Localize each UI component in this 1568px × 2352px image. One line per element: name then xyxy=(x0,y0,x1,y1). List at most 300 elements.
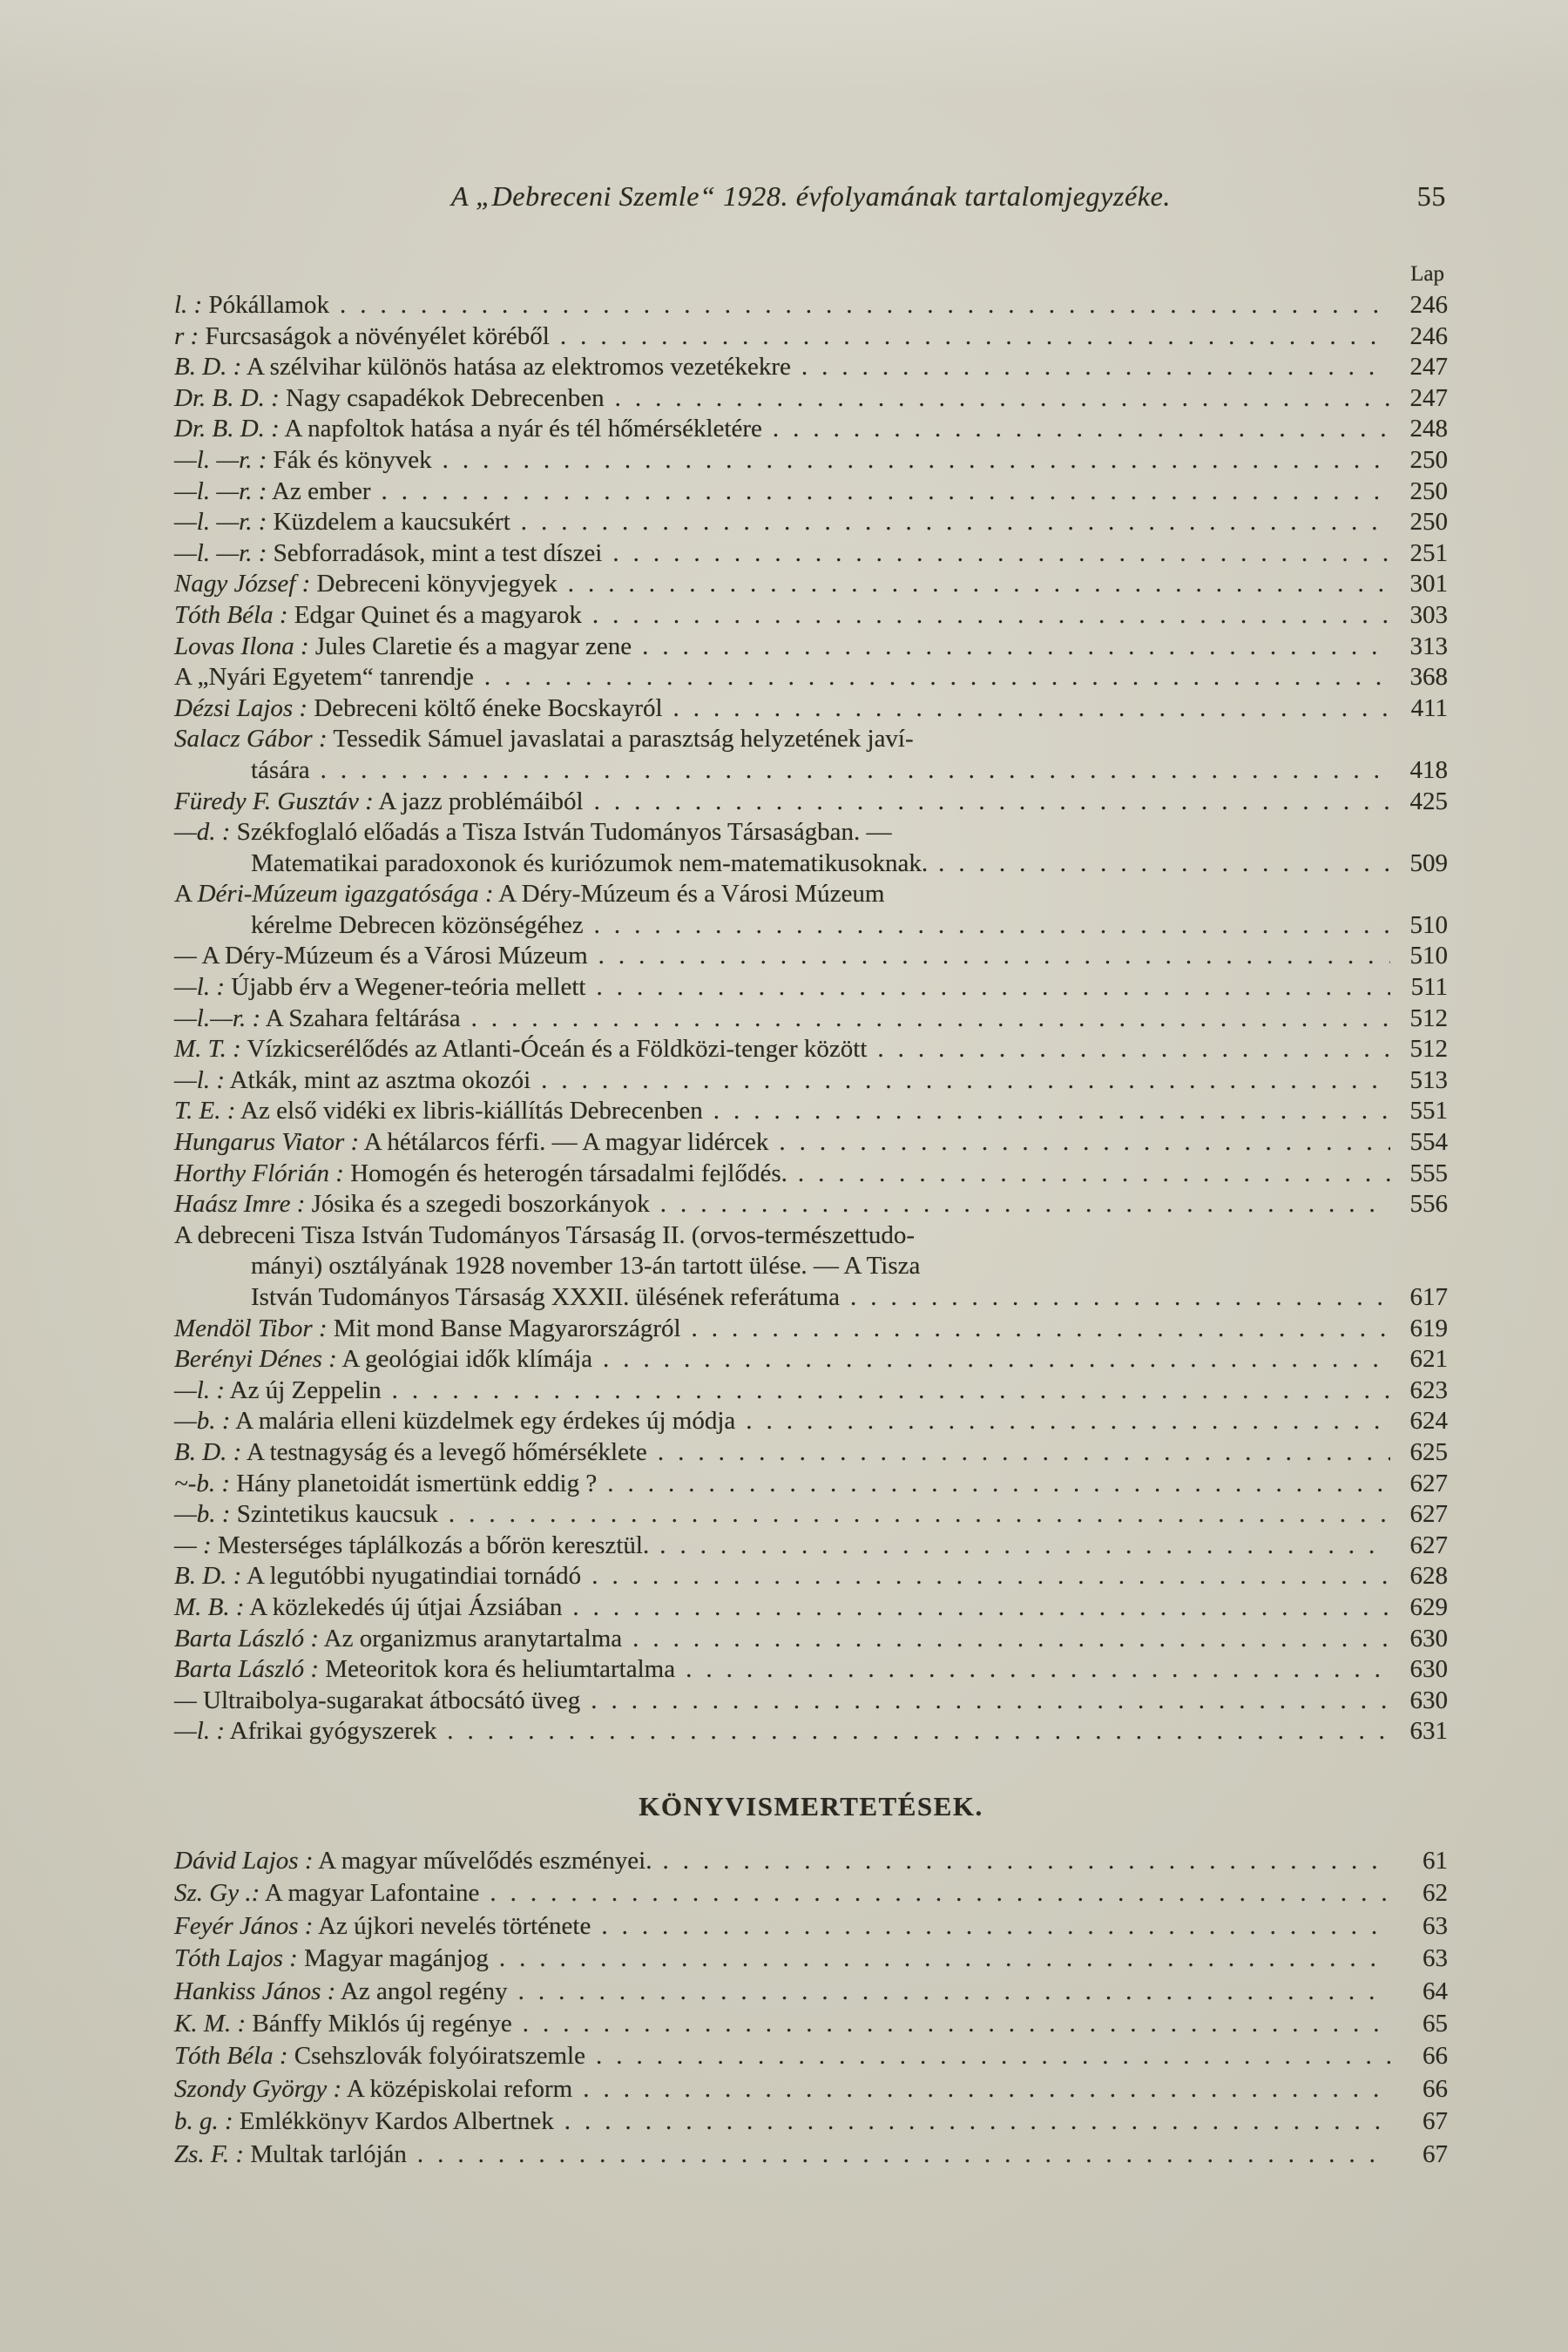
entry-author: Barta László : xyxy=(174,1624,319,1652)
entry-title: —b. : Szintetikus kaucsuk xyxy=(174,1500,438,1529)
toc-entry xyxy=(174,693,1448,725)
toc-entry xyxy=(174,600,1448,632)
entry-title: l. : Pókállamok xyxy=(174,291,330,319)
entry-page-number: 627 xyxy=(1409,1469,1448,1497)
entry-page-number: 619 xyxy=(1409,1314,1448,1342)
dot-leader xyxy=(340,290,1390,321)
entry-author: —l.—r. : xyxy=(174,1004,261,1032)
entry-page-number: 510 xyxy=(1409,942,1448,970)
entry-title: Berényi Dénes : A geológiai idők klímája xyxy=(174,1345,593,1374)
entry-page-number: 250 xyxy=(1409,476,1448,505)
entry-title: Tóth Béla : Csehszlovák folyóiratszemle xyxy=(174,2042,585,2071)
toc-entry-line xyxy=(174,414,1448,445)
dot-leader xyxy=(938,848,1390,880)
toc-entry-line xyxy=(174,1499,1448,1531)
entry-page-number: 624 xyxy=(1409,1407,1448,1436)
toc-entry-line xyxy=(174,600,1448,632)
entry-page-number: 251 xyxy=(1409,538,1448,567)
toc-entry xyxy=(174,1910,1448,1943)
entry-title: —l. —r. : Sebforradások, mint a test díszei xyxy=(174,538,603,567)
entry-author: —l. : xyxy=(174,1717,225,1746)
entry-page-number: 627 xyxy=(1409,1531,1448,1559)
toc-entry xyxy=(174,321,1448,353)
dot-leader xyxy=(447,1716,1390,1747)
dot-leader xyxy=(560,321,1390,353)
dot-leader xyxy=(449,1499,1390,1531)
entry-title: Hankiss János : Az angol regény xyxy=(174,1977,508,2005)
entry-title: Nagy József : Debreceni könyvjegyek xyxy=(174,570,558,598)
page-column-label: Lap xyxy=(1410,262,1444,286)
entry-title: —l. : Afrikai gyógyszerek xyxy=(174,1717,437,1746)
section-heading-book-reviews: KÖNYVISMERTETÉSEK. xyxy=(639,1790,983,1821)
toc-entry-line xyxy=(174,1375,1448,1407)
toc-entry-line xyxy=(174,2008,1448,2040)
toc-entry xyxy=(174,414,1448,445)
toc-entry-line xyxy=(174,383,1448,415)
toc-entry-line xyxy=(174,1406,1448,1437)
toc-entry-line xyxy=(174,817,1448,848)
toc-entry-line xyxy=(174,1282,1448,1314)
entry-title: B. D. : A szélvihar különös hatása az elektromos vezetékekre xyxy=(174,353,791,382)
entry-author: Dr. B. D. : xyxy=(174,383,280,412)
entry-author: Barta László : xyxy=(174,1655,319,1684)
dot-leader xyxy=(601,1910,1390,1943)
toc-entry-line xyxy=(174,321,1448,353)
entry-author: Dézsi Lajos : xyxy=(174,693,308,722)
toc-entry-line xyxy=(174,755,1448,787)
entry-page-number: 250 xyxy=(1409,508,1448,537)
dot-leader xyxy=(692,1314,1390,1345)
entry-page-number: 247 xyxy=(1409,353,1448,382)
entry-author: M. T. : xyxy=(174,1035,241,1064)
entry-title: —l. : Atkák, mint az asztma okozói xyxy=(174,1065,531,1094)
toc-entry xyxy=(174,1877,1448,1909)
dot-leader xyxy=(798,1159,1390,1190)
dot-leader xyxy=(484,662,1390,693)
toc-entry xyxy=(174,787,1448,818)
toc-entry-line xyxy=(174,445,1448,476)
entry-title: M. T. : Vízkicserélődés az Atlanti-Óceán és a Földközi-tenger között xyxy=(174,1035,868,1064)
entry-title: —l. —r. : Az ember xyxy=(174,476,371,505)
document-page xyxy=(174,179,1448,2171)
entry-title: — : Mesterséges táplálkozás a bőrön keresztül. xyxy=(174,1531,650,1559)
entry-author: Horthy Flórián : xyxy=(174,1159,344,1187)
toc-entry xyxy=(174,1654,1448,1686)
entry-title: Dr. B. D. : Nagy csapadékok Debrecenben xyxy=(174,383,605,412)
toc-entry xyxy=(174,2139,1448,2171)
entry-title: r : Furcsaságok a növényélet köréből xyxy=(174,321,550,350)
entry-title: Füredy F. Gusztáv : A jazz problémáiból xyxy=(174,787,584,815)
entry-author: Mendöl Tibor : xyxy=(174,1314,328,1342)
entry-title: kérelme Debrecen közönségéhez xyxy=(251,910,584,939)
entry-author: b. g. : xyxy=(174,2107,233,2136)
toc-entry-line xyxy=(174,693,1448,725)
toc-entry xyxy=(174,1220,1448,1314)
dot-leader xyxy=(594,787,1390,818)
toc-entry xyxy=(174,1159,1448,1190)
entry-author: M. B. : xyxy=(174,1592,245,1621)
entry-title: Tóth Béla : Edgar Quinet és a magyarok xyxy=(174,600,582,629)
entry-title: —l. —r. : Fák és könyvek xyxy=(174,445,432,474)
toc-entry-line xyxy=(174,507,1448,538)
entry-author: —b. : xyxy=(174,1500,231,1529)
entry-page-number: 411 xyxy=(1410,693,1448,722)
dot-leader xyxy=(596,2040,1390,2072)
entry-title: Lovas Ilona : Jules Claretie és a magyar zene xyxy=(174,632,632,660)
dot-leader xyxy=(663,1845,1391,1877)
toc-entry-line xyxy=(174,2040,1448,2072)
dot-leader xyxy=(779,1127,1390,1159)
toc-entry-line xyxy=(174,1034,1448,1065)
toc-entry-line xyxy=(174,1189,1448,1220)
page-title: A „Debreceni Szemle“ 1928. évfolyamának tartalomjegyzéke. xyxy=(451,180,1171,212)
toc-entry xyxy=(174,1344,1448,1375)
entry-author: Dr. B. D. : xyxy=(174,415,280,443)
toc-entry-line xyxy=(174,476,1448,508)
entry-page-number: 65 xyxy=(1423,2009,1448,2038)
toc-entry-line xyxy=(174,1314,1448,1345)
entry-page-number: 511 xyxy=(1410,973,1448,1002)
dot-leader xyxy=(596,972,1390,1004)
entry-title: István Tudományos Társaság XXXII. ülésének referátuma xyxy=(251,1283,840,1311)
entry-title: Salacz Gábor : Tessedik Sámuel javaslatai a parasztság helyzetének javí- xyxy=(174,725,914,754)
toc-entry xyxy=(174,1716,1448,1747)
toc-entry-line xyxy=(174,1877,1448,1909)
dot-leader xyxy=(607,1469,1390,1500)
entry-title: —d. : Székfoglaló előadás a Tisza István Tudományos Társaságban. — xyxy=(174,818,892,847)
page-header xyxy=(174,179,1448,213)
toc-entry-line xyxy=(174,1716,1448,1747)
toc-entry-line xyxy=(174,1096,1448,1127)
toc-entry xyxy=(174,352,1448,383)
toc-entry xyxy=(174,383,1448,415)
dot-leader xyxy=(583,2073,1390,2105)
dot-leader xyxy=(499,1943,1390,1975)
dot-leader xyxy=(659,1531,1390,1562)
entry-author: — : xyxy=(174,1531,212,1559)
entry-page-number: 555 xyxy=(1409,1159,1448,1187)
toc-entry xyxy=(174,1531,1448,1562)
toc-entry xyxy=(174,2040,1448,2072)
entry-author: Tóth Béla : xyxy=(174,2042,288,2071)
entry-author: ~-b. : xyxy=(174,1469,231,1497)
dot-leader xyxy=(598,941,1390,972)
entry-author: l. : xyxy=(174,291,203,319)
toc-entry-line xyxy=(174,1654,1448,1686)
toc-entry xyxy=(174,632,1448,663)
entry-page-number: 512 xyxy=(1409,1004,1448,1032)
dot-leader xyxy=(612,538,1390,570)
entry-title: —b. : A malária elleni küzdelmek egy érdekes új módja xyxy=(174,1407,736,1436)
toc-entry-line xyxy=(174,352,1448,383)
entry-title: B. D. : A legutóbbi nyugatindiai tornádó xyxy=(174,1562,582,1591)
dot-leader xyxy=(603,1344,1390,1375)
entry-title: Sz. Gy .: A magyar Lafontaine xyxy=(174,1879,480,1908)
dot-leader xyxy=(713,1096,1390,1127)
toc-entry-line xyxy=(174,787,1448,818)
entry-author: —d. : xyxy=(174,818,231,847)
book-review-list xyxy=(174,1845,1448,2171)
entry-page-number: 627 xyxy=(1409,1500,1448,1529)
toc-entry xyxy=(174,1976,1448,2008)
toc-entry-line xyxy=(174,1910,1448,1943)
entry-author: Nagy József : xyxy=(174,570,311,598)
entry-page-number: 630 xyxy=(1409,1655,1448,1684)
entry-author: r : xyxy=(174,321,199,350)
entry-author: — xyxy=(174,942,197,970)
entry-author: Zs. F. : xyxy=(174,2139,245,2168)
dot-leader xyxy=(801,352,1390,383)
dot-leader xyxy=(686,1654,1390,1686)
dot-leader xyxy=(392,1375,1390,1407)
entry-author: Füredy F. Gusztáv : xyxy=(174,787,374,815)
entry-author: —l. : xyxy=(174,1375,225,1404)
toc-entry xyxy=(174,1375,1448,1407)
toc-list xyxy=(174,290,1448,1747)
entry-title: Dézsi Lajos : Debreceni költő éneke Bocskayról xyxy=(174,693,663,722)
entry-title: A „Nyári Egyetem“ tanrendje xyxy=(174,663,474,692)
toc-entry xyxy=(174,569,1448,600)
entry-page-number: 63 xyxy=(1423,1911,1448,1940)
entry-title: Mendöl Tibor : Mit mond Banse Magyarországról xyxy=(174,1314,681,1342)
entry-page-number: 248 xyxy=(1409,415,1448,443)
toc-entry xyxy=(174,1499,1448,1531)
toc-entry xyxy=(174,1592,1448,1624)
entry-author: —l. —r. : xyxy=(174,445,267,474)
toc-entry xyxy=(174,1004,1448,1035)
entry-author: Sz. Gy .: xyxy=(174,1879,260,1908)
toc-entry xyxy=(174,1943,1448,1975)
entry-page-number: 62 xyxy=(1423,1879,1448,1908)
toc-entry xyxy=(174,1189,1448,1220)
dot-leader xyxy=(471,1004,1390,1035)
toc-entry-line xyxy=(174,1251,1448,1282)
dot-leader xyxy=(673,693,1390,725)
toc-entry-line xyxy=(174,662,1448,693)
toc-entry xyxy=(174,1437,1448,1469)
entry-author: Lovas Ilona : xyxy=(174,632,309,660)
entry-author: —b. : xyxy=(174,1407,231,1436)
toc-entry xyxy=(174,1034,1448,1065)
entry-page-number: 621 xyxy=(1409,1345,1448,1374)
entry-author: Tóth Béla : xyxy=(174,600,288,629)
toc-entry xyxy=(174,1624,1448,1655)
dot-leader xyxy=(564,2105,1390,2138)
entry-title: Horthy Flórián : Homogén és heterogén társadalmi fejlődés. xyxy=(174,1159,787,1187)
toc-entry-line xyxy=(174,1531,1448,1562)
entry-title: — Ultraibolya-sugarakat átbocsátó üveg xyxy=(174,1686,581,1714)
entry-title: mányi) osztályának 1928 november 13-án tartott ülése. — A Tisza xyxy=(251,1252,921,1281)
entry-title: ~-b. : Hány planetoidát ismertünk eddig ? xyxy=(174,1469,598,1497)
entry-title: —l.—r. : A Szahara feltárása xyxy=(174,1004,461,1032)
entry-author: Salacz Gábor : xyxy=(174,725,328,754)
entry-page-number: 250 xyxy=(1409,445,1448,474)
entry-author: K. M. : xyxy=(174,2009,247,2038)
entry-title: T. E. : Az első vidéki ex libris-kiállítás Debrecenben xyxy=(174,1097,703,1125)
toc-entry xyxy=(174,2008,1448,2040)
entry-page-number: 509 xyxy=(1409,848,1448,877)
dot-leader xyxy=(773,414,1390,445)
toc-entry xyxy=(174,2073,1448,2105)
entry-author: B. D. : xyxy=(174,1437,242,1466)
entry-title: Feyér János : Az újkori nevelés története xyxy=(174,1911,591,1940)
toc-entry xyxy=(174,445,1448,476)
entry-author: Szondy György : xyxy=(174,2074,342,2103)
entry-title: M. B. : A közlekedés új útjai Ázsiában xyxy=(174,1592,563,1621)
toc-entry-line xyxy=(174,972,1448,1004)
entry-author: —l. —r. : xyxy=(174,476,267,505)
entry-author: B. D. : xyxy=(174,1562,242,1591)
entry-title: —l. : Újabb érv a Wegener-teória mellett xyxy=(174,973,586,1002)
entry-title: Barta László : Meteoritok kora és heliumtartalma xyxy=(174,1655,676,1684)
entry-page-number: 425 xyxy=(1409,787,1448,815)
entry-author: — xyxy=(174,1686,197,1714)
entry-page-number: 510 xyxy=(1409,910,1448,939)
dot-leader xyxy=(321,755,1390,787)
entry-page-number: 247 xyxy=(1409,383,1448,412)
toc-entry xyxy=(174,538,1448,570)
dot-leader xyxy=(382,476,1390,508)
toc-entry xyxy=(174,1065,1448,1097)
dot-leader xyxy=(658,1437,1390,1469)
dot-leader xyxy=(746,1406,1390,1437)
entry-title: Barta László : Az organizmus aranytartalma xyxy=(174,1624,623,1652)
toc-entry xyxy=(174,507,1448,538)
dot-leader xyxy=(642,632,1390,663)
entry-author: Berényi Dénes : xyxy=(174,1345,337,1374)
entry-page-number: 303 xyxy=(1409,600,1448,629)
dot-leader xyxy=(591,1561,1390,1592)
entry-author: Tóth Lajos : xyxy=(174,1944,298,1973)
dot-leader xyxy=(632,1624,1390,1655)
entry-author: Feyér János : xyxy=(174,1911,314,1940)
dot-leader xyxy=(417,2139,1390,2171)
entry-author: —l. —r. : xyxy=(174,538,267,567)
toc-entry-line xyxy=(174,2139,1448,2171)
entry-title: Haász Imre : Jósika és a szegedi boszorkányok xyxy=(174,1190,650,1219)
toc-entry-line xyxy=(174,1004,1448,1035)
toc-entry xyxy=(174,1406,1448,1437)
toc-entry-line xyxy=(174,1845,1448,1877)
entry-title: —l. —r. : Küzdelem a kaucsukért xyxy=(174,508,510,537)
toc-entry xyxy=(174,1686,1448,1717)
entry-page-number: 301 xyxy=(1409,570,1448,598)
toc-entry-line xyxy=(174,1943,1448,1975)
entry-author: T. E. : xyxy=(174,1097,236,1125)
toc-entry xyxy=(174,1096,1448,1127)
entry-title: K. M. : Bánffy Miklós új regénye xyxy=(174,2009,512,2038)
entry-page-number: 623 xyxy=(1409,1375,1448,1404)
entry-author: Déri-Múzeum igazgatósága : xyxy=(197,880,494,909)
entry-page-number: 67 xyxy=(1423,2139,1448,2168)
entry-page-number: 246 xyxy=(1409,321,1448,350)
entry-page-number: 630 xyxy=(1409,1624,1448,1652)
entry-title: Dr. B. D. : A napfoltok hatása a nyár és tél hőmérsékletére xyxy=(174,415,762,443)
entry-page-number: 631 xyxy=(1409,1717,1448,1746)
dot-leader xyxy=(615,383,1390,415)
toc-entry-line xyxy=(174,1437,1448,1469)
toc-entry xyxy=(174,879,1448,941)
entry-page-number: 628 xyxy=(1409,1562,1448,1591)
toc-entry xyxy=(174,2105,1448,2138)
toc-entry-line xyxy=(174,569,1448,600)
entry-author: B. D. : xyxy=(174,353,242,382)
entry-page-number: 418 xyxy=(1409,755,1448,784)
entry-page-number: 61 xyxy=(1423,1846,1448,1875)
dot-leader xyxy=(518,1976,1390,2008)
entry-page-number: 64 xyxy=(1423,1977,1448,2005)
entry-page-number: 513 xyxy=(1409,1065,1448,1094)
entry-page-number: 313 xyxy=(1409,632,1448,660)
toc-entry-line xyxy=(174,1592,1448,1624)
entry-page-number: 630 xyxy=(1409,1686,1448,1714)
entry-title: b. g. : Emlékkönyv Kardos Albertnek xyxy=(174,2107,554,2136)
entry-page-number: 625 xyxy=(1409,1437,1448,1466)
entry-author: Dávid Lajos : xyxy=(174,1846,314,1875)
toc-entry-line xyxy=(174,1127,1448,1159)
dot-leader xyxy=(591,1686,1390,1717)
toc-entry-line xyxy=(174,879,1448,910)
entry-author: —l. —r. : xyxy=(174,508,267,537)
toc-entry-line xyxy=(174,1561,1448,1592)
toc-entry xyxy=(174,817,1448,879)
entry-author: Hankiss János : xyxy=(174,1977,336,2005)
dot-leader xyxy=(541,1065,1390,1097)
toc-entry-line xyxy=(174,1469,1448,1500)
toc-entry-line xyxy=(174,1220,1448,1252)
toc-entry-line xyxy=(174,290,1448,321)
entry-title: tására xyxy=(251,755,310,784)
entry-page-number: 368 xyxy=(1409,663,1448,692)
toc-entry xyxy=(174,724,1448,786)
entry-page-number: 66 xyxy=(1423,2074,1448,2103)
toc-entry-line xyxy=(174,1159,1448,1190)
toc-entry-line xyxy=(174,941,1448,972)
toc-entry-line xyxy=(174,2073,1448,2105)
toc-entry xyxy=(174,1469,1448,1500)
toc-entry xyxy=(174,1561,1448,1592)
dot-leader xyxy=(594,910,1390,942)
dot-leader xyxy=(592,600,1390,632)
entry-page-number: 617 xyxy=(1409,1283,1448,1311)
toc-entry-line xyxy=(174,1686,1448,1717)
toc-entry-line xyxy=(174,848,1448,880)
dot-leader xyxy=(521,507,1390,538)
entry-page-number: 554 xyxy=(1409,1128,1448,1157)
toc-entry xyxy=(174,1845,1448,1877)
dot-leader xyxy=(850,1282,1390,1314)
entry-title: Matematikai paradoxonok és kuriózumok nem-matematikusoknak. xyxy=(251,848,929,877)
toc-entry-line xyxy=(174,538,1448,570)
entry-page-number: 67 xyxy=(1423,2107,1448,2136)
dot-leader xyxy=(568,569,1390,600)
entry-title: — A Déry-Múzeum és a Városi Múzeum xyxy=(174,942,588,970)
toc-entry xyxy=(174,476,1448,508)
dot-leader xyxy=(877,1034,1390,1065)
entry-author: Hungarus Viator : xyxy=(174,1128,360,1157)
entry-title: Tóth Lajos : Magyar magánjog xyxy=(174,1944,489,1973)
entry-page-number: 551 xyxy=(1409,1097,1448,1125)
entry-page-number: 63 xyxy=(1423,1944,1448,1973)
entry-page-number: 629 xyxy=(1409,1592,1448,1621)
toc-entry-line xyxy=(174,1344,1448,1375)
entry-page-number: 556 xyxy=(1409,1190,1448,1219)
entry-page-number: 246 xyxy=(1409,291,1448,319)
toc-entry xyxy=(174,941,1448,972)
toc-entry-line xyxy=(174,724,1448,755)
toc-entry-line xyxy=(174,1976,1448,2008)
toc-entry-line xyxy=(174,1624,1448,1655)
